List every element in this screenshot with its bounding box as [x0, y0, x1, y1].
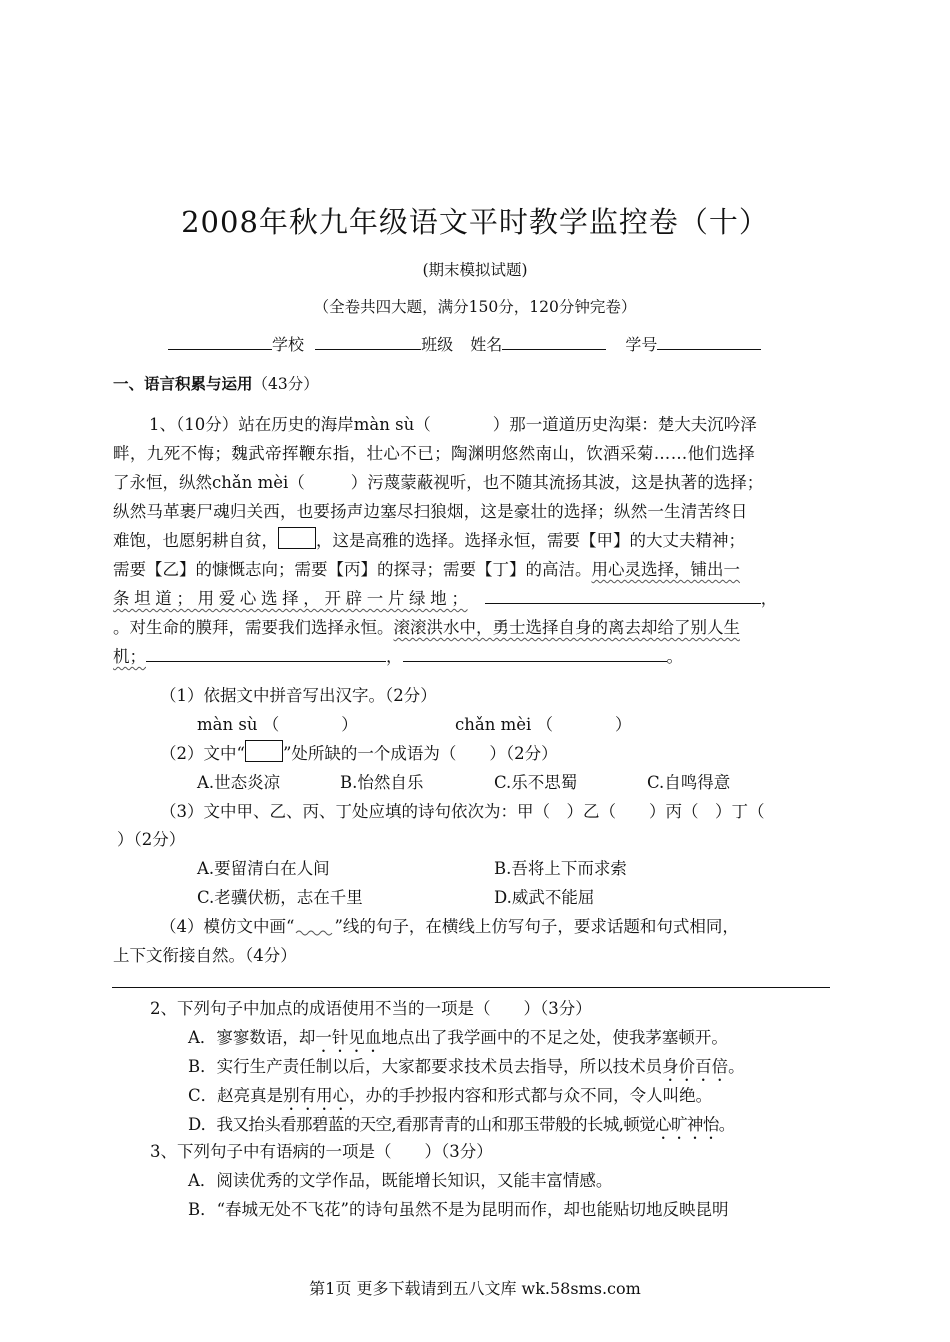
sub4-text: （4）模仿文中画“ ”线的句子，在横线上仿写句子，要求话题和句式相同，	[160, 917, 739, 936]
q1-line-4: 纵然马革裹尸魂归关西，也要扬声边塞尽扫狼烟，这是豪壮的选择；纵然一生清苦终日	[113, 502, 748, 521]
sub3-option-a[interactable]: A.要留清白在人间	[197, 859, 330, 878]
sub3-continuation: ）（2分）	[117, 830, 186, 849]
q3-stem: 3、下列句子中有语病的一项是（ ）（3分）	[150, 1142, 493, 1161]
page-title: 2008年秋九年级语文平时教学监控卷（十）	[181, 205, 769, 239]
wavy-underlined-sentence: 用心灵选择，铺出一	[591, 560, 740, 579]
q1-line-5: 难饱，也愿躬耕自贫， ，这是高雅的选择。选择永恒，需要【甲】的大丈夫精神；	[113, 527, 835, 556]
sub3-text: （3）文中甲、乙、丙、丁处应填的诗句依次为：甲（ ）乙（ ）丙（ ）丁（	[160, 802, 765, 821]
q1-line-3: 了永恒，纵然chǎn mèi（ ）污蔑蒙蔽视听，也不随其流扬其波，这是执著的选择；	[113, 473, 764, 492]
sub2-option-d[interactable]: C.自鸣得意	[647, 773, 731, 792]
imitation-blank-2[interactable]	[146, 643, 386, 662]
sub3-option-b[interactable]: B.吾将上下而求索	[494, 859, 627, 878]
q1-line-7: 条 坦 道 ； 用 爱 心 选 择 ， 开 辟 一 片 绿 地 ； ，	[113, 585, 835, 614]
q2-option-a[interactable]: A．寥寥数语，却一针见血地点出了我学画中的不足之处，使我茅塞顿开。	[188, 1028, 728, 1047]
sub1-text: （1）依据文中拼音写出汉字。（2分）	[160, 686, 437, 705]
school-label: 学校	[272, 335, 305, 354]
name-blank[interactable]	[502, 331, 606, 350]
sub2-text: （2）文中“ ”处所缺的一个成语为（ ）（2分）	[160, 740, 558, 769]
sub2-option-a[interactable]: A.世态炎凉	[197, 773, 281, 792]
q3-option-a[interactable]: A．阅读优秀的文学作品，既能增长知识，又能丰富情感。	[188, 1171, 613, 1190]
sub4-continuation: 上下文衔接自然。（4分）	[113, 946, 297, 965]
q2-stem: 2、下列句子中加点的成语使用不当的一项是（ ）（3分）	[150, 999, 592, 1018]
sub2-option-b[interactable]: B.怡然自乐	[340, 773, 424, 792]
sub1-pinyin-1: màn sù （ ）	[197, 715, 358, 734]
answer-line[interactable]	[112, 987, 830, 988]
sub3-option-d[interactable]: D.威武不能屈	[494, 888, 595, 907]
q1-line-1: 1、（10分）站在历史的海岸màn sù（ ）那一道道历史沟渠：楚大夫沉吟泽	[149, 415, 757, 434]
imitation-blank-3[interactable]	[403, 643, 667, 662]
q2-option-c[interactable]: C．赵亮真是别有用心，办的手抄报内容和形式都与众不同，令人叫绝。	[188, 1086, 713, 1105]
sub2-option-c[interactable]: C.乐不思蜀	[494, 773, 578, 792]
name-label: 姓名	[470, 335, 503, 354]
number-label: 学号	[625, 335, 658, 354]
page-subtitle: (期末模拟试题)	[422, 261, 528, 279]
section-heading: 一、语言积累与运用（43分）	[113, 375, 319, 393]
q1-line-2: 畔，九死不悔；魏武帝挥鞭东指，壮心不已；陶渊明悠然南山，饮酒采菊……他们选择	[113, 444, 756, 463]
q2-option-b[interactable]: B．实行生产责任制以后，大家都要求技术员去指导，所以技术员身价百倍。	[188, 1057, 745, 1076]
q1-line-9: 机； ， 。	[113, 643, 835, 672]
q1-line-6: 需要【乙】的慷慨志向；需要【丙】的探寻；需要【丁】的高洁。用心灵选择，铺出一	[113, 560, 740, 579]
class-label: 班级	[421, 335, 454, 354]
student-info-row	[168, 331, 761, 360]
page-footer: 第1页 更多下载请到五八文库 wk.58sms.com	[309, 1279, 641, 1298]
q3-option-b[interactable]: B．“春城无处不飞花”的诗句虽然不是为昆明而作，却也能贴切地反映昆明	[188, 1200, 729, 1219]
q1-line-8: 。对生命的膜拜，需要我们选择永恒。滚滚洪水中，勇士选择自身的离去却给了别人生	[113, 618, 740, 637]
school-blank[interactable]	[168, 331, 272, 350]
sub3-option-c[interactable]: C.老骥伏枥，志在千里	[197, 888, 363, 907]
class-blank[interactable]	[315, 331, 421, 350]
imitation-blank-1[interactable]	[485, 585, 761, 604]
idiom-box-ref	[245, 740, 283, 762]
exam-info: （全卷共四大题，满分150分，120分钟完卷）	[313, 298, 637, 316]
q2-option-d[interactable]: D．我又抬头看那碧蓝的天空,看那青青的山和那玉带般的长城,顿觉心旷神怡。	[188, 1115, 735, 1134]
idiom-blank-box[interactable]	[278, 527, 316, 549]
sub1-pinyin-2: chǎn mèi （ ）	[455, 715, 632, 734]
wavy-line-icon	[294, 928, 334, 938]
number-blank[interactable]	[657, 331, 761, 350]
